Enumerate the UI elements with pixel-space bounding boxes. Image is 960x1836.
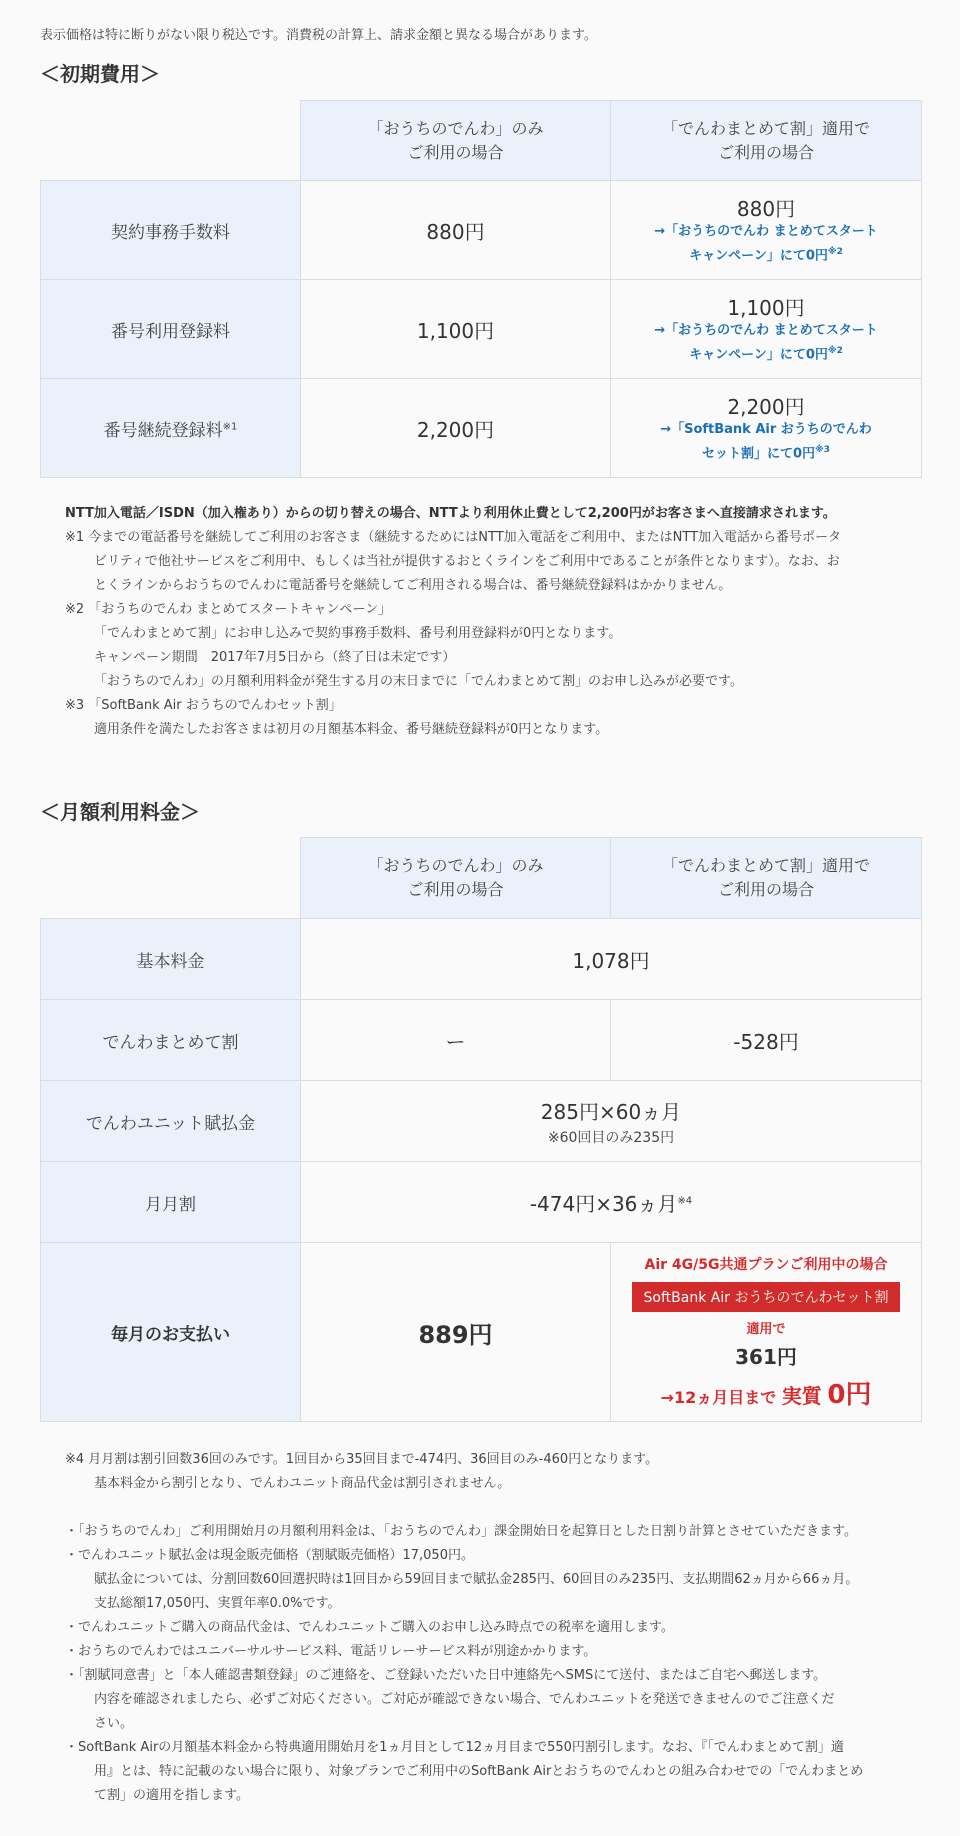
table-row (41, 181, 922, 280)
note-line: 基本料金から割引となり、でんわユニット商品代金は割引されません。 (94, 1476, 511, 1491)
row-label-text: 番号継続登録料 (103, 420, 223, 441)
campaign-note (611, 420, 921, 464)
note-line: ・でんわユニットご購入の商品代金は、でんわユニットご購入のお申し込み時点での税率を適用します。 (65, 1620, 674, 1635)
footnote-mark: ※4 (677, 1194, 693, 1206)
campaign-line: セット割」にて0円 (701, 446, 816, 462)
note-line: 適用条件を満たしたお客さまは初月の月額基本料金、番号継続登録料が0円となります。 (94, 722, 609, 737)
monthly-discount (301, 1162, 922, 1243)
note-line: 「でんわまとめて割」にお申し込みで契約事務手数料、番号利用登録料が0円となります。 (94, 626, 622, 641)
header-bundle (611, 101, 922, 181)
table-row (41, 379, 922, 478)
table-header-row (41, 101, 922, 181)
discount-bundle: -528円 (611, 1000, 922, 1081)
table-row (41, 1000, 922, 1081)
row-label-text: 契約事務手数料 (111, 222, 230, 243)
plan-condition: Air 4G/5G共通プランご利用中の場合 (644, 1256, 888, 1273)
note-line: とくラインからおうちのでんわに電話番号を継続してご利用される場合は、番号継続登録料はかかりません。 (94, 578, 732, 593)
note-line: ビリティで他社サービスをご利用中、もしくは当社が提供するおとくラインをご利用中であることが条件となります）。なお、お (94, 554, 840, 569)
row-label: でんわまとめて割 (41, 1000, 301, 1081)
footnote-mark: ※2 (827, 247, 843, 258)
monthly-fees-notes (65, 1448, 863, 1808)
price-phone-only: 2,200円 (301, 379, 611, 478)
note-line: ※4 月月割は割引回数36回のみです。1回目から35回目まで-474円、36回目のみ-460円となります。 (65, 1452, 659, 1467)
monthly-fees-table (40, 837, 922, 1422)
header-blank-cell (41, 838, 301, 919)
price-bundle-value: 1,100円 (727, 296, 805, 321)
header-line: ご利用の場合 (407, 142, 504, 162)
payment-bundle-amount: 361円 (735, 1344, 797, 1369)
note-line: 「おうちのでんわ」の月額利用料金が発生する月の末日までに「でんわまとめて割」のお申し込みが必要です。 (94, 674, 743, 689)
header-blank-cell (41, 101, 301, 181)
payment-phone-only (301, 1243, 611, 1422)
row-label: 毎月のお支払い (41, 1243, 301, 1422)
header-line: 「でんわまとめて割」適用で (661, 856, 870, 875)
campaign-note (611, 222, 921, 266)
price-phone-only: 880円 (301, 181, 611, 280)
row-label: 月月割 (41, 1162, 301, 1243)
table-row (41, 1162, 922, 1243)
header-line: ご利用の場合 (717, 880, 814, 899)
note-line: ・SoftBank Airの月額基本料金から特典適用開始月を1ヵ月目として12ヵ月目まで550円割引します。なお、『「でんわまとめて割」適 (65, 1740, 844, 1755)
until-text: →12ヵ月目まで (660, 1387, 777, 1407)
header-line: ご利用の場合 (717, 142, 814, 162)
campaign-line: →「おうちのでんわ まとめてスタート (654, 224, 878, 240)
note-line: さい。 (94, 1716, 134, 1731)
tax-notice: 表示価格は特に断りがない限り税込です。消費税の計算上、請求金額と異なる場合があります。 (40, 28, 597, 43)
note-line: 支払総額17,050円、実質年率0.0%です。 (94, 1596, 341, 1611)
real-value: 0円 (827, 1379, 872, 1410)
table-row (41, 919, 922, 1000)
note-line: ※2 「おうちのでんわ まとめてスタートキャンペーン」 (65, 602, 392, 617)
header-line: 「おうちのでんわ」のみ (367, 118, 544, 138)
note-line: NTT加入電話／ISDN（加入権あり）からの切り替えの場合、NTTより利用休止費として2,200円がお客さまへ直接請求されます。 (65, 506, 836, 521)
table-row (41, 280, 922, 379)
unit-installment-value: 285円×60ヵ月 (540, 1099, 682, 1124)
header-phone-only (301, 101, 611, 181)
row-label (41, 280, 301, 379)
header-line: 「おうちのでんわ」のみ (367, 856, 544, 875)
payment-bundle (611, 1243, 922, 1422)
table-row (41, 1081, 922, 1162)
monthly-fees-title: ＜月額利用料金＞ (40, 800, 200, 824)
campaign-line: →「SoftBank Air おうちのでんわ (660, 422, 872, 438)
discount-phone-only: ー (301, 1000, 611, 1081)
price-bundle (611, 280, 922, 379)
unit-installment-note: ※60回目のみ235円 (547, 1129, 675, 1146)
campaign-line: →「おうちのでんわ まとめてスタート (654, 323, 878, 339)
note-line: 用』とは、特に記載のない場合に限り、対象プランでご利用中のSoftBank Airとおうちのでんわとの組み合わせでの「でんわまとめ (94, 1764, 864, 1779)
note-line: ・「割賦同意書」と「本人確認書類登録」のご連絡を、ご登録いただいた日中連絡先へSMSにて送付、またはご自宅へ郵送します。 (65, 1668, 827, 1683)
price-bundle-value: 880円 (736, 197, 796, 222)
row-label-text: 番号利用登録料 (111, 321, 230, 342)
table-header-row (41, 838, 922, 919)
footnote-mark: ※1 (222, 420, 238, 432)
footnote-mark: ※3 (815, 445, 831, 456)
price-bundle-value: 2,200円 (727, 395, 805, 420)
initial-fees-notes (65, 502, 841, 742)
price-phone-only: 1,100円 (301, 280, 611, 379)
basic-fee-value: 1,078円 (301, 919, 922, 1000)
table-row (41, 1243, 922, 1422)
campaign-line: キャンペーン」にて0円 (689, 248, 828, 264)
note-line: 賦払金については、分割回数60回選択時は1回目から59回目まで賦払金285円、60回目のみ235円、支払期間62ヵ月から66ヵ月。 (94, 1572, 859, 1587)
effective-price (660, 1379, 872, 1410)
row-label: でんわユニット賦払金 (41, 1081, 301, 1162)
initial-fees-title: ＜初期費用＞ (40, 62, 160, 86)
header-phone-only (301, 838, 611, 919)
header-bundle (611, 838, 922, 919)
note-line: ・おうちのでんわではユニバーサルサービス料、電話リレーサービス料が別途かかります。 (65, 1644, 597, 1659)
payment-only-value: 889円 (418, 1320, 493, 1349)
price-bundle (611, 379, 922, 478)
header-line: ご利用の場合 (407, 880, 504, 899)
real-label: 実質 (781, 1383, 822, 1408)
row-label (41, 181, 301, 280)
campaign-line: キャンペーン」にて0円 (689, 347, 828, 363)
row-label (41, 379, 301, 478)
footnote-mark: ※2 (827, 346, 843, 357)
note-line: キャンペーン期間 2017年7月5日から（終了日は未定です） (94, 650, 456, 665)
note-line: ・「おうちのでんわ」ご利用開始月の月額利用料金は、「おうちのでんわ」課金開始日を起算日とした日割り計算とさせていただきます。 (65, 1524, 857, 1539)
note-line: ※3 「SoftBank Air おうちのでんわセット割」 (65, 698, 342, 713)
monthly-discount-value: -474円×36ヵ月 (529, 1191, 678, 1216)
set-discount-badge: SoftBank Air おうちのでんわセット割 (632, 1282, 901, 1312)
campaign-note (611, 321, 921, 365)
initial-fees-table (40, 100, 922, 478)
note-line: て割」の適用を指します。 (94, 1788, 249, 1803)
note-line: 内容を確認されましたら、必ずご対応ください。ご対応が確認できない場合、でんわユニットを発送できませんのでご注意くだ (94, 1692, 835, 1707)
row-label: 基本料金 (41, 919, 301, 1000)
note-line: ※1 今までの電話番号を継続してご利用のお客さま（継続するためにはNTT加入電話をご利用中、またはNTT加入電話から番号ポータ (65, 530, 842, 545)
note-line (65, 1496, 863, 1520)
header-line: 「でんわまとめて割」適用で (661, 118, 870, 138)
applied-text: 適用で (746, 1321, 786, 1337)
unit-installment (301, 1081, 922, 1162)
price-bundle (611, 181, 922, 280)
note-line: ・でんわユニット賦払金は現金販売価格（割賦販売価格）17,050円。 (65, 1548, 474, 1563)
